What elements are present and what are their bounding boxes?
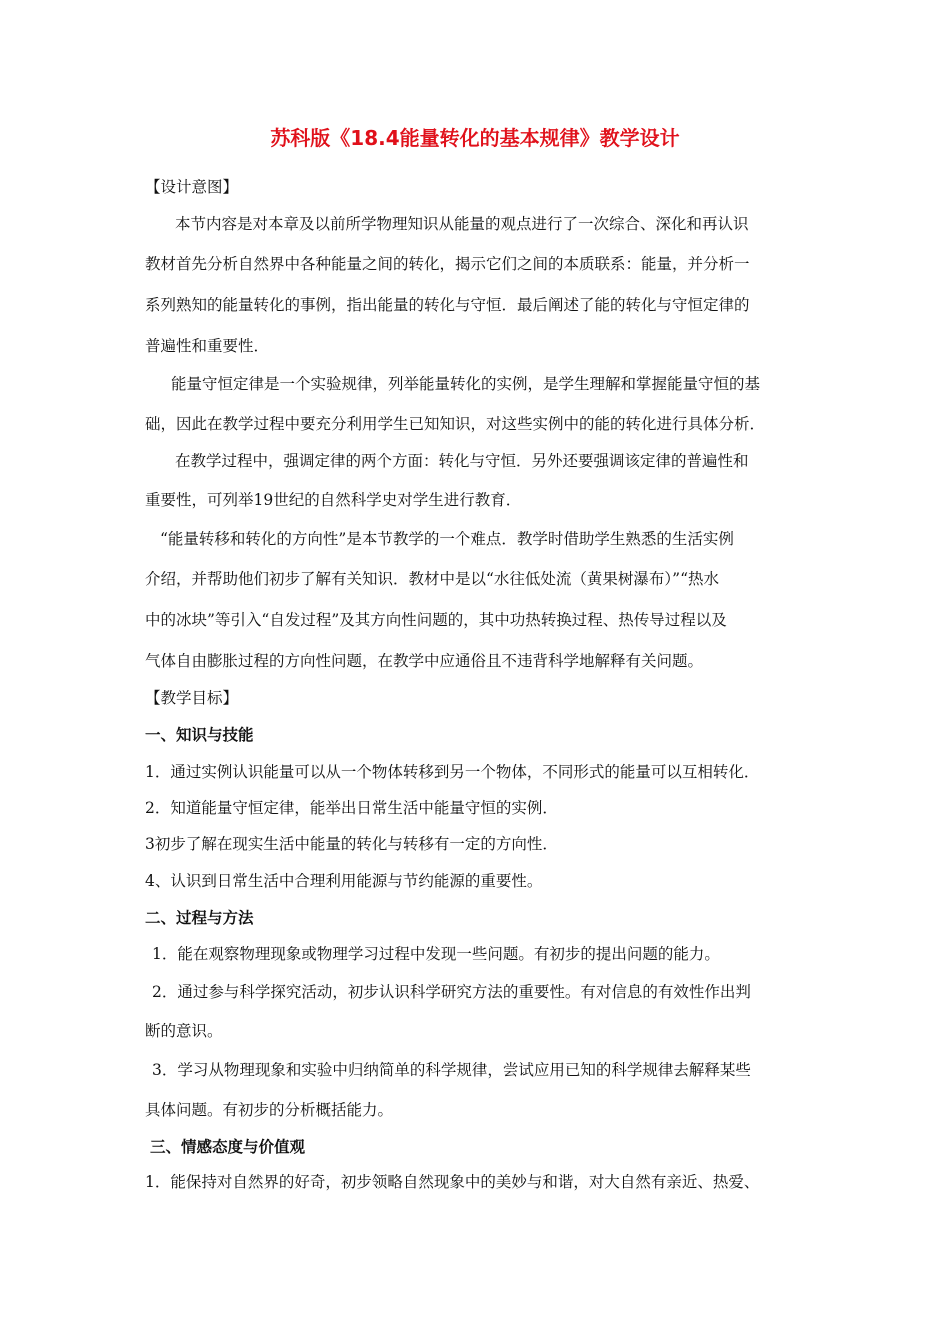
document-title: 苏科版《18.4能量转化的基本规律》教学设计 (270, 126, 680, 150)
paragraph-line: 本节内容是对本章及以前所学物理知识从能量的观点进行了一次综合、深化和再认识 (175, 215, 749, 233)
list-item: 1．能保持对自然界的好奇，初步领略自然现象中的美妙与和谐，对大自然有亲近、热爱、 (145, 1173, 760, 1191)
list-item: 3．学习从物理现象和实验中归纳简单的科学规律，尝试应用已知的科学规律去解释某些 (152, 1061, 751, 1079)
list-item: 2．知道能量守恒定律，能举出日常生活中能量守恒的实例． (145, 799, 558, 817)
list-item-continuation: 具体问题。有初步的分析概括能力。 (145, 1101, 394, 1119)
paragraph-line: “能量转移和转化的方向性”是本节教学的一个难点．教学时借助学生熟悉的生活实例 (160, 530, 734, 548)
paragraph-line: 介绍，并帮助他们初步了解有关知识．教材中是以“水往低处流（黄果树瀑布）”“热水 (145, 570, 720, 588)
paragraph-line: 普遍性和重要性． (145, 337, 270, 355)
list-item: 4、认识到日常生活中合理利用能源与节约能源的重要性。 (145, 872, 543, 890)
paragraph-line: 重要性，可列举19世纪的自然科学史对学生进行教育． (145, 491, 522, 509)
paragraph-line: 中的冰块”等引入“自发过程”及其方向性问题的，其中功热转换过程、热传导过程以及 (145, 611, 727, 629)
paragraph-line: 础，因此在教学过程中要充分利用学生已知知识，对这些实例中的能的转化进行具体分析． (145, 415, 766, 433)
list-item: 1．通过实例认识能量可以从一个物体转移到另一个物体，不同形式的能量可以互相转化． (145, 763, 760, 781)
section-heading-design-intent: 【设计意图】 (145, 178, 239, 196)
list-item: 3初步了解在现实生活中能量的转化与转移有一定的方向性． (145, 835, 558, 853)
paragraph-line: 能量守恒定律是一个实验规律，列举能量转化的实例，是学生理解和掌握能量守恒的基 (171, 375, 761, 393)
paragraph-line: 教材首先分析自然界中各种能量之间的转化，揭示它们之间的本质联系：能量，并分析一 (145, 255, 750, 273)
list-item: 1．能在观察物理现象或物理学习过程中发现一些问题。有初步的提出问题的能力。 (152, 945, 720, 963)
paragraph-line: 系列熟知的能量转化的事例，指出能量的转化与守恒．最后阐述了能的转化与守恒定律的 (145, 296, 750, 314)
section-heading-teaching-goals: 【教学目标】 (145, 689, 239, 707)
paragraph-line: 气体自由膨胀过程的方向性问题，在教学中应通俗且不违背科学地解释有关问题。 (145, 652, 704, 670)
list-item: 2．通过参与科学探究活动，初步认识科学研究方法的重要性。有对信息的有效性作出判 (152, 983, 751, 1001)
subheading-attitudes-values: 三、情感态度与价值观 (150, 1138, 306, 1156)
paragraph-line: 在教学过程中，强调定律的两个方面：转化与守恒．另外还要强调该定律的普遍性和 (175, 452, 749, 470)
subheading-process-methods: 二、过程与方法 (145, 909, 254, 927)
list-item-continuation: 断的意识。 (145, 1022, 223, 1040)
subheading-knowledge-skills: 一、知识与技能 (145, 726, 254, 744)
